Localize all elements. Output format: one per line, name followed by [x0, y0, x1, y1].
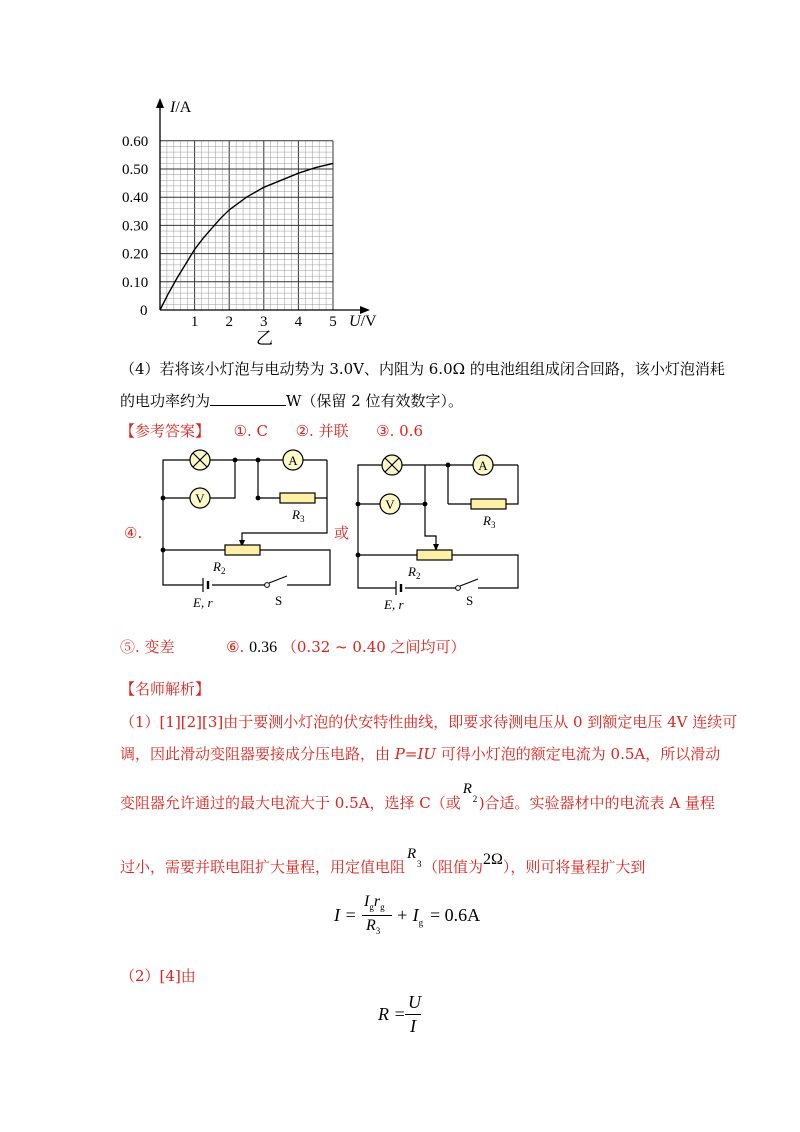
- circuit-diagram-1: [155, 447, 335, 617]
- analysis-p4: 过小，需要并联电阻扩大量程，用定值电阻 R 3 （阻值为2Ω），则可将量程扩大到: [120, 856, 645, 879]
- graph-caption: 乙: [256, 329, 273, 349]
- answer-header: 【参考答案】: [120, 422, 211, 440]
- iu-graph: [120, 92, 390, 348]
- y-axis-arrow: [156, 98, 164, 108]
- analysis-p1: （1）[1][2][3]由于要测小灯泡的伏安特性曲线，即要求待测电压从 0 到额定电压 4V 连续可: [120, 713, 738, 731]
- r2-inline: R 2: [462, 781, 478, 804]
- battery-icon-2: [396, 581, 401, 595]
- answer-4-label: ④.: [124, 524, 143, 542]
- ammeter-icon-2: [473, 455, 493, 475]
- x-tick-label: 3: [260, 314, 268, 330]
- answer-blank: [210, 391, 286, 406]
- formula-current: I = $I_gr_g$ $R_3$ + $I_g$ = 0.6A: [334, 893, 481, 937]
- or-label: 或: [334, 524, 350, 542]
- y-tick-label: 0.20: [122, 246, 149, 263]
- switch-icon: [265, 576, 287, 587]
- y-tick-label: 0: [140, 303, 148, 319]
- answer-line: [120, 420, 423, 442]
- x-tick-label: 2: [225, 314, 233, 330]
- y-tick-label: 0.50: [122, 162, 149, 178]
- r2-label-2: $R_2$: [408, 564, 421, 581]
- voltmeter-icon: [190, 488, 210, 508]
- ammeter-icon: [283, 450, 303, 470]
- x-axis-label: U/V: [349, 313, 377, 330]
- y-axis-label: I/A: [170, 99, 192, 116]
- answer-6-value: 0.36: [249, 639, 278, 656]
- circuit-diagram-2: [350, 450, 525, 620]
- r3-inline: R 3: [407, 846, 422, 869]
- y-tick-labels: [122, 134, 148, 319]
- answer-6-range: （0.32 ~ 0.40 之间均可）: [281, 638, 466, 656]
- y-tick-label: 0.60: [122, 133, 149, 150]
- graph-grid: [160, 141, 333, 310]
- fraction-numerator: $I_gr_g$: [364, 893, 385, 913]
- question-4-line1: （4）若将该小灯泡与电动势为 3.0V、内阻为 6.0Ω 的电池组组成闭合回路，该小灯泡消耗: [120, 360, 725, 378]
- voltmeter-icon-2: [380, 494, 400, 514]
- x-tick-label: 5: [329, 314, 337, 330]
- x-tick-label: 4: [294, 314, 303, 330]
- battery-icon: [203, 578, 208, 592]
- svg-text:A: A: [288, 453, 298, 468]
- formula-resistance: R = U I: [378, 992, 421, 1036]
- answer-1: ①. C: [233, 422, 269, 440]
- answer-5: ⑤. 变差: [120, 638, 175, 656]
- y-tick-label: 0.10: [122, 274, 149, 291]
- switch-label: S: [275, 593, 283, 608]
- r3-resistor-icon-2: [471, 499, 506, 509]
- analysis-p2: 调，因此滑动变阻器要接成分压电路，由 P=IU 可得小灯泡的额定电流为 0.5A，所以滑动: [120, 745, 721, 763]
- r2-rheostat-icon: [225, 545, 260, 555]
- fraction-denominator: $R_3$: [366, 917, 381, 937]
- switch-label-2: S: [466, 593, 474, 608]
- analysis-p3: 变阻器允许通过的最大电流大于 0.5A，选择 C（或 R 2 )合适。实验器材中的电流表 A 量程: [120, 781, 715, 812]
- y-tick-label: 0.40: [122, 190, 149, 207]
- svg-text:A: A: [478, 458, 488, 473]
- y-tick-label: 0.30: [122, 218, 149, 235]
- svg-text:V: V: [195, 491, 205, 506]
- lamp-icon: [190, 450, 210, 470]
- r3-label: $R_3$: [292, 507, 305, 524]
- r2-rheostat-icon-2: [417, 550, 452, 560]
- answer-5-6-line: [120, 636, 466, 659]
- fraction-bar: [362, 915, 392, 916]
- analysis-p5: （2）[4]由: [120, 967, 196, 985]
- question-4-line2: 的电功率约为 W（保留 2 位有效数字）。: [120, 392, 464, 410]
- lamp-icon-2: [382, 455, 402, 475]
- x-tick-label: 1: [190, 314, 199, 330]
- r3-label-2: $R_3$: [483, 513, 496, 530]
- svg-text:V: V: [385, 497, 395, 512]
- analysis-header: 【名师解析】: [120, 680, 211, 698]
- answer-2: ②. 并联: [295, 422, 349, 440]
- r3-resistor-icon: [280, 493, 315, 503]
- source-label: E, r: [193, 595, 213, 610]
- source-label-2: E, r: [384, 597, 404, 612]
- switch-icon-2: [456, 579, 478, 590]
- answer-3: ③. 0.6: [376, 422, 423, 440]
- r2-label: $R_2$: [213, 559, 226, 576]
- fraction-bar-2: [405, 1014, 421, 1015]
- answer-6-label: ⑥.: [226, 638, 245, 656]
